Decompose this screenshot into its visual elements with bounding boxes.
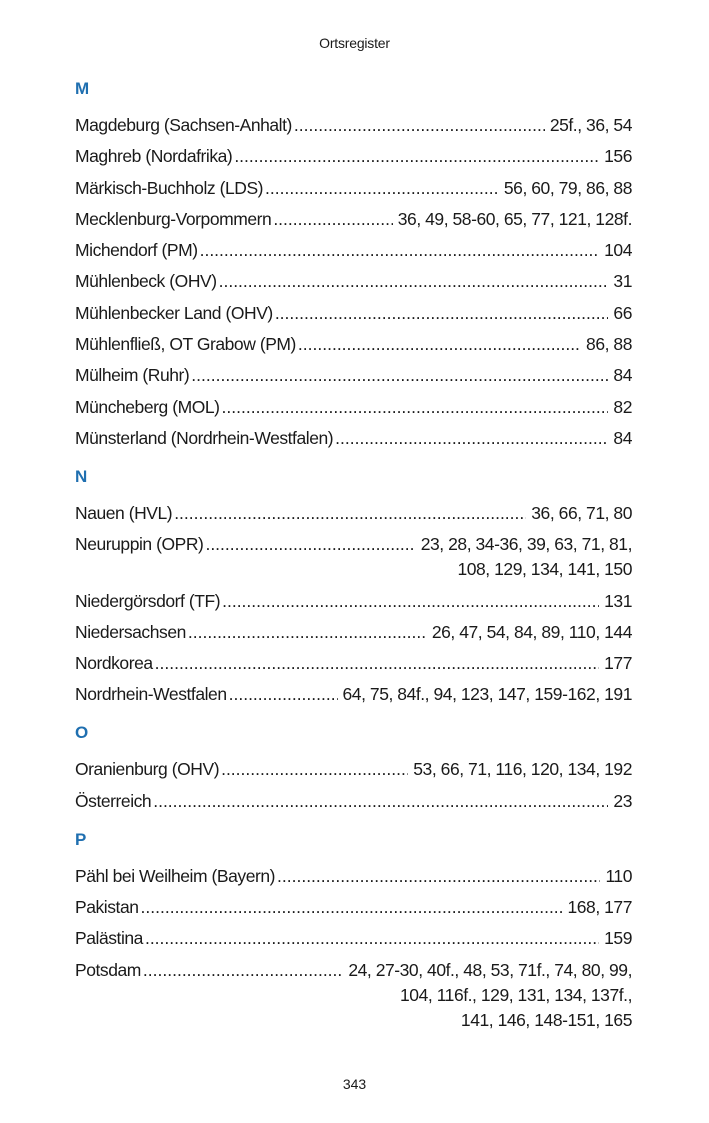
dot-leader <box>200 238 600 263</box>
place-name: Nordkorea <box>75 653 153 674</box>
page-references <box>613 426 632 451</box>
page-reference-line: 131 <box>604 590 632 611</box>
dot-leader <box>219 269 609 294</box>
index-entry <box>75 958 632 1033</box>
page-number: 343 <box>342 1076 367 1092</box>
page-reference-line: 108, 129, 134, 141, 150 <box>457 559 632 580</box>
dot-leader <box>234 144 599 169</box>
place-name: Müncheberg (MOL) <box>75 396 220 417</box>
page-reference-line: 110 <box>605 865 632 886</box>
place-name: Palästina <box>75 928 143 949</box>
page-references <box>531 501 632 526</box>
dot-leader <box>153 789 608 814</box>
page-references <box>550 113 632 138</box>
dot-leader <box>174 501 526 526</box>
page-reference-line: 56, 60, 79, 86, 88 <box>503 177 632 198</box>
page-reference-line: 25f., 36, 54 <box>549 115 632 135</box>
place-name: Mülheim (Ruhr) <box>75 365 190 386</box>
page-reference-line: 53, 66, 71, 116, 120, 134, 192 <box>413 759 632 780</box>
page-references <box>586 332 632 357</box>
dot-leader <box>141 895 563 920</box>
place-name: Michendorf (PM) <box>75 240 198 261</box>
dot-leader <box>298 332 581 357</box>
page-reference-line: 84 <box>613 427 632 448</box>
page-references <box>604 926 632 951</box>
index-entry <box>75 332 632 357</box>
dot-leader <box>229 682 338 707</box>
page-reference-line: 159 <box>604 928 632 949</box>
index-entry <box>75 864 632 889</box>
page-reference-line: 24, 27-30, 40f., 48, 53, 71f., 74, 80, 99, <box>348 959 632 980</box>
dot-leader <box>205 532 415 557</box>
page-reference-line: 26, 47, 54, 84, 89, 110, 144 <box>431 621 632 642</box>
dot-leader <box>265 176 499 201</box>
page-references <box>432 620 632 645</box>
place-name: Potsdam <box>75 959 141 980</box>
page-reference-line: 86, 88 <box>586 334 632 355</box>
place-name: Neuruppin (OPR) <box>75 534 204 555</box>
page-reference-line: 36, 49, 58-60, 65, 77, 121, 128f. <box>397 208 632 229</box>
index-entry <box>75 144 632 169</box>
dot-leader <box>145 926 599 951</box>
index-section-n <box>75 464 632 707</box>
index-entry <box>75 207 632 232</box>
dot-leader <box>155 651 599 676</box>
page-references <box>613 269 632 294</box>
index-entry <box>75 682 632 707</box>
place-name: Mühlenbecker Land (OHV) <box>75 302 273 323</box>
page-reference-line: 84 <box>613 365 632 386</box>
running-head: Ortsregister <box>319 35 390 51</box>
page-reference-line: 31 <box>613 271 632 292</box>
page-references <box>604 238 632 263</box>
place-name: Mecklenburg-Vorpommern <box>75 208 272 229</box>
dot-leader <box>222 589 599 614</box>
place-name: Nordrhein-Westfalen <box>75 684 227 705</box>
index-section-p <box>75 827 632 1033</box>
dot-leader <box>275 301 609 326</box>
index-entry <box>75 926 632 951</box>
page-references <box>413 757 632 782</box>
page-reference-line: 66 <box>613 302 632 323</box>
dot-leader <box>222 395 609 420</box>
place-name: Magdeburg (Sachsen-Anhalt) <box>75 115 292 135</box>
section-letter: O <box>75 723 89 743</box>
page-references <box>613 789 632 814</box>
dot-leader <box>294 113 545 138</box>
page-references <box>613 301 632 326</box>
place-name: Mühlenfließ, OT Grabow (PM) <box>75 334 296 355</box>
index-entry <box>75 789 632 814</box>
dot-leader <box>335 426 608 451</box>
section-letter: N <box>75 466 88 486</box>
page-reference-line: 141, 146, 148-151, 165 <box>460 1009 632 1030</box>
page-references <box>343 682 632 707</box>
page-reference-line: 168, 177 <box>567 897 632 918</box>
page-reference-line: 23 <box>613 790 632 811</box>
place-name: Niedergörsdorf (TF) <box>75 590 221 611</box>
index-entry <box>75 589 632 614</box>
index-entry <box>75 757 632 782</box>
dot-leader <box>221 757 408 782</box>
index-section-m <box>75 76 632 451</box>
index-entry <box>75 176 632 201</box>
page-reference-line: 82 <box>613 396 632 417</box>
index-entry <box>75 426 632 451</box>
index-entry <box>75 620 632 645</box>
page-references <box>348 958 632 1033</box>
page-references <box>504 176 632 201</box>
index-entry <box>75 269 632 294</box>
page-references <box>613 395 632 420</box>
place-name: Niedersachsen <box>75 621 186 642</box>
page-reference-line: 104, 116f., 129, 131, 134, 137f., <box>400 984 632 1005</box>
page-references <box>421 532 632 582</box>
place-index <box>75 76 632 1046</box>
place-name: Nauen (HVL) <box>75 502 173 523</box>
page-references <box>604 589 632 614</box>
page-reference-line: 156 <box>604 146 632 167</box>
index-entry <box>75 113 632 138</box>
place-name: Pähl bei Weilheim (Bayern) <box>75 865 276 886</box>
place-name: Münsterland (Nordrhein-Westfalen) <box>75 427 334 448</box>
index-entry <box>75 363 632 388</box>
page-reference-line: 36, 66, 71, 80 <box>531 502 632 523</box>
dot-leader <box>277 864 600 889</box>
page-reference-line: 104 <box>604 240 632 261</box>
dot-leader <box>188 620 427 645</box>
page-references <box>567 895 632 920</box>
index-entry <box>75 395 632 420</box>
dot-leader <box>143 958 343 983</box>
page-reference-line: 177 <box>604 653 632 674</box>
page-references <box>613 363 632 388</box>
index-section-o <box>75 720 632 813</box>
page-references <box>604 651 632 676</box>
index-entry <box>75 238 632 263</box>
dot-leader <box>273 207 392 232</box>
index-entry <box>75 532 632 582</box>
page-reference-line: 64, 75, 84f., 94, 123, 147, 159-162, 191 <box>342 684 632 705</box>
index-entry <box>75 895 632 920</box>
index-entry <box>75 501 632 526</box>
page-reference-line: 23, 28, 34-36, 39, 63, 71, 81, <box>420 534 632 555</box>
place-name: Oranienburg (OHV) <box>75 759 220 780</box>
page-references <box>605 864 632 889</box>
page-references <box>398 207 632 232</box>
index-entry <box>75 301 632 326</box>
page-references <box>604 144 632 169</box>
place-name: Pakistan <box>75 897 139 918</box>
dot-leader <box>191 363 608 388</box>
place-name: Mühlenbeck (OHV) <box>75 271 217 292</box>
place-name: Märkisch-Buchholz (LDS) <box>75 177 264 198</box>
index-entry <box>75 651 632 676</box>
place-name: Österreich <box>75 790 152 811</box>
section-letter: M <box>75 79 90 98</box>
place-name: Maghreb (Nordafrika) <box>75 146 233 167</box>
section-letter: P <box>75 829 87 849</box>
